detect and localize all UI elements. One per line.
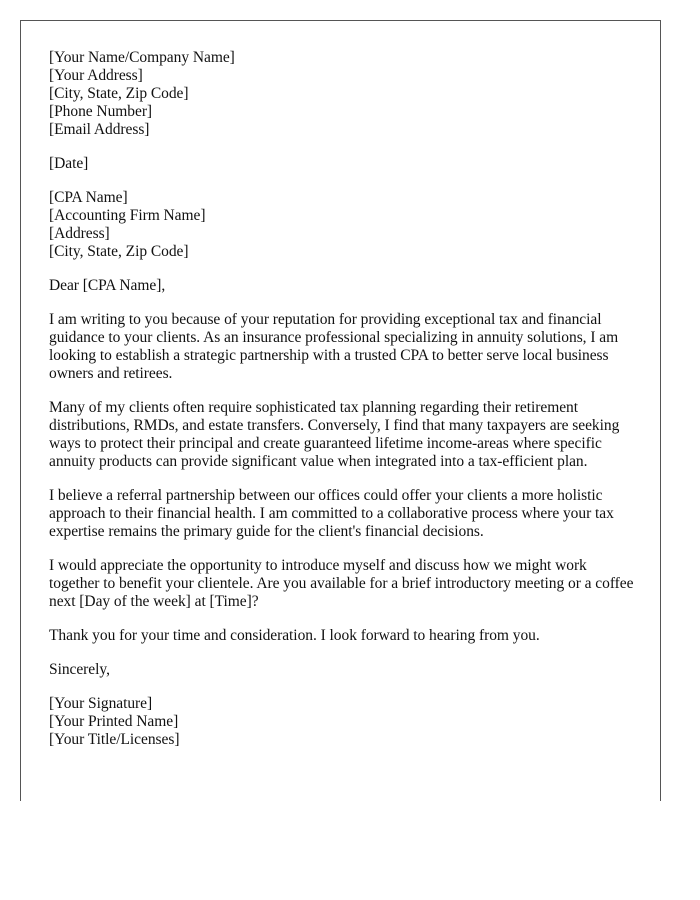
sender-email: [Email Address] [49, 121, 150, 138]
title-licenses: [Your Title/Licenses] [49, 731, 180, 748]
paragraph-thanks: Thank you for your time and consideration. I look forward to hearing from you. [49, 627, 540, 644]
sender-name: [Your Name/Company Name] [49, 49, 235, 66]
paragraph-meeting-request: I would appreciate the opportunity to introduce myself and discuss how we might work together to benefit your clientele. Are you available for a brief introductory meeting or a coffee next [Day of the week] at [Time]? [49, 557, 634, 610]
recipient-firm: [Accounting Firm Name] [49, 207, 206, 224]
recipient-address: [Address] [49, 225, 110, 242]
sender-address: [Your Address] [49, 67, 143, 84]
closing: Sincerely, [49, 661, 110, 678]
paragraph-clients: Many of my clients often require sophisticated tax planning regarding their retirement distributions, RMDs, and estate transfers. Conversely, I find that many taxpayers are seeking ways to protect their principal and create guaranteed lifetime income-areas where specific annuity products can provide significant value when integrated into a tax-efficient plan. [49, 399, 620, 470]
signature-block [49, 695, 639, 749]
recipient-name: [CPA Name] [49, 189, 128, 206]
letter-page [20, 20, 661, 801]
letter-body [49, 49, 639, 765]
paragraph-intro: I am writing to you because of your reputation for providing exceptional tax and financial guidance to your clients. As an insurance professional specializing in annuity solutions, I am looking to establish a strategic partnership with a trusted CPA to better serve local business owners and retirees. [49, 311, 619, 382]
sender-city-state-zip: [City, State, Zip Code] [49, 85, 189, 102]
recipient-city-state-zip: [City, State, Zip Code] [49, 243, 189, 260]
letter-date: [Date] [49, 155, 89, 172]
sender-block [49, 49, 639, 139]
signature-line: [Your Signature] [49, 695, 153, 712]
printed-name: [Your Printed Name] [49, 713, 179, 730]
date-block [49, 155, 639, 173]
paragraph-partnership: I believe a referral partnership between our offices could offer your clients a more holistic approach to their financial health. I am committed to a collaborative process where your tax expertise remains the primary guide for the client's financial decisions. [49, 487, 614, 540]
sender-phone: [Phone Number] [49, 103, 153, 120]
salutation: Dear [CPA Name], [49, 277, 166, 294]
recipient-block [49, 189, 639, 261]
